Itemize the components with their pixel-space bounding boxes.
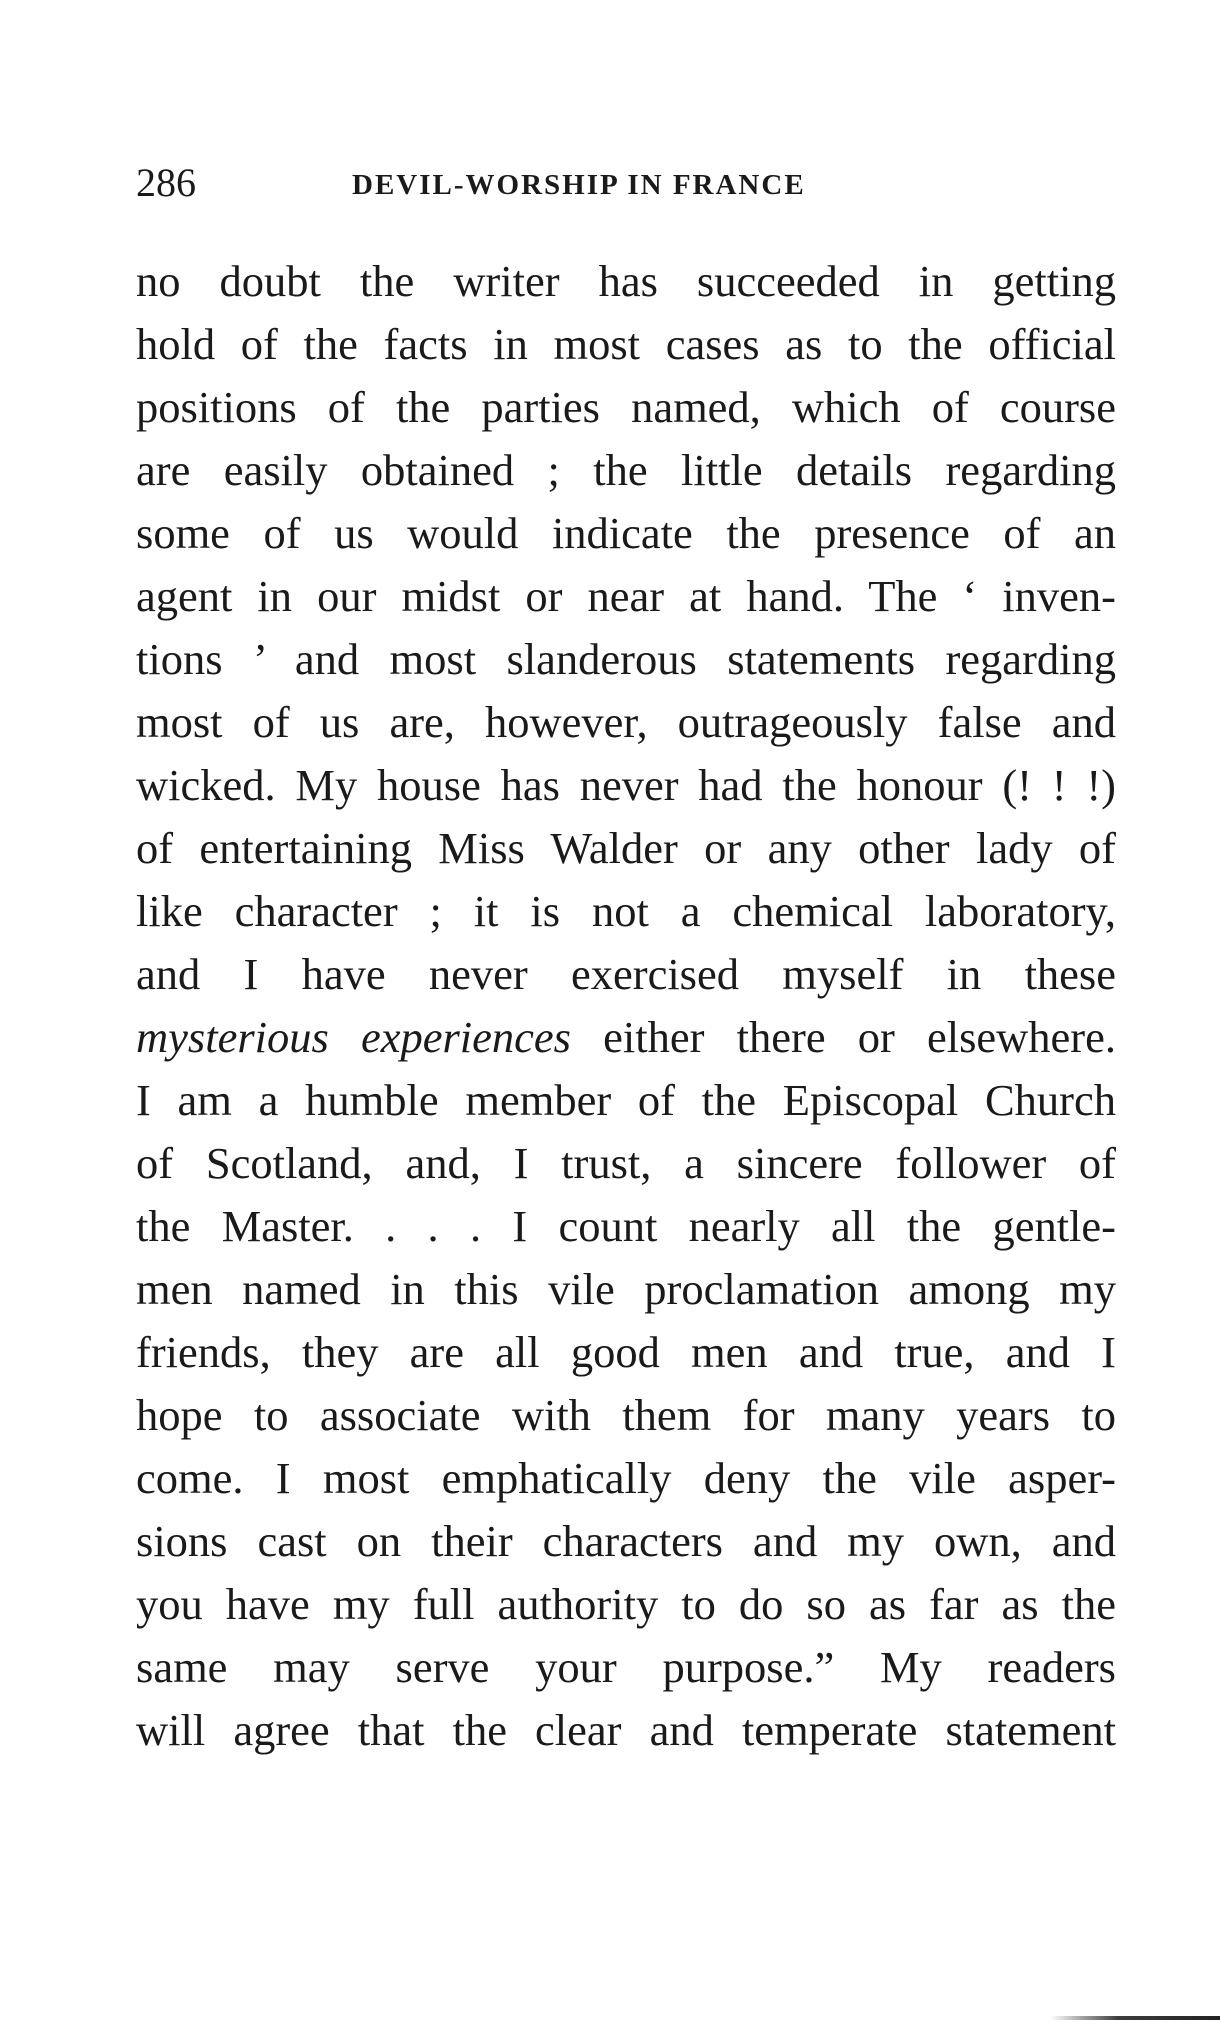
text-line-with-italic: [136, 1006, 1116, 1069]
body-text: [136, 250, 1116, 1762]
text-line: of Scotland, and, I trust, a sincere follower of: [136, 1138, 1116, 1188]
text-line: will agree that the clear and temperate statement: [136, 1705, 1116, 1755]
text-line: men named in this vile proclamation among my: [136, 1264, 1116, 1314]
text-line: agent in our midst or near at hand. The ‘ inven-: [136, 571, 1116, 621]
text-line: wicked. My house has never had the honour (! ! !): [136, 760, 1116, 810]
text-line: the Master. . . . I count nearly all the gentle-: [136, 1201, 1116, 1251]
page-header: [136, 158, 1116, 208]
text-line: like character ; it is not a chemical laboratory,: [136, 886, 1116, 936]
text-line: come. I most emphatically deny the vile asper-: [136, 1453, 1116, 1503]
text-line: of entertaining Miss Walder or any other lady of: [136, 823, 1116, 873]
text-line: positions of the parties named, which of course: [136, 382, 1116, 432]
running-head: DEVIL-WORSHIP IN FRANCE: [352, 169, 806, 201]
text-line: some of us would indicate the presence of an: [136, 508, 1116, 558]
page-edge-shadow: [1050, 2016, 1220, 2020]
text-line: are easily obtained ; the little details regarding: [136, 445, 1116, 495]
text-line: same may serve your purpose.” My readers: [136, 1642, 1116, 1692]
text-line: I am a humble member of the Episcopal Church: [136, 1075, 1116, 1125]
page-number: 286: [136, 160, 196, 205]
text-line: friends, they are all good men and true, and I: [136, 1327, 1116, 1377]
text-line: hope to associate with them for many years to: [136, 1390, 1116, 1440]
text-line: most of us are, however, outrageously false and: [136, 697, 1116, 747]
text-line: you have my full authority to do so as far as the: [136, 1579, 1116, 1629]
text-line: sions cast on their characters and my own, and: [136, 1516, 1116, 1566]
text-line: hold of the facts in most cases as to the official: [136, 319, 1116, 369]
italic-phrase: mysterious experiences: [136, 1012, 571, 1062]
text-line-rest: either there or elsewhere.: [603, 1012, 1116, 1062]
text-line: and I have never exercised myself in these: [136, 949, 1116, 999]
text-line: tions ’ and most slanderous statements regarding: [136, 634, 1116, 684]
text-line: no doubt the writer has succeeded in getting: [136, 256, 1116, 306]
